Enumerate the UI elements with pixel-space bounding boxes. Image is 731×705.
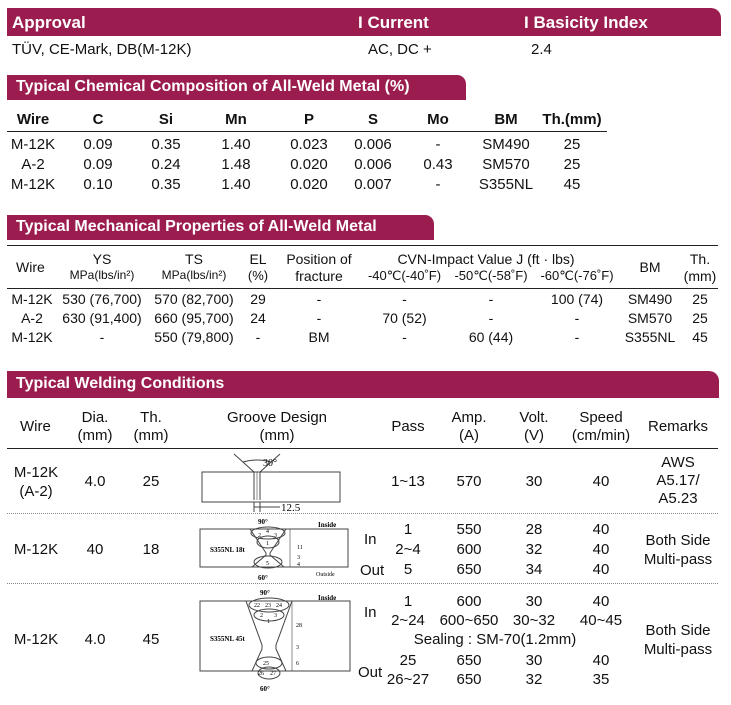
d45-6: 6 — [296, 661, 299, 667]
mech-cell: SM490 — [627, 291, 673, 307]
weld-r2-volts-cell: 32 — [525, 541, 543, 558]
chem-header-cell: Wire — [16, 111, 50, 128]
chem-cell: M-12K — [10, 136, 56, 153]
weld-r2-speeds-cell: 40 — [592, 561, 610, 578]
weld-r2-amps-cell: 550 — [456, 521, 482, 538]
weld-r2-passes-cell: 5 — [403, 561, 413, 578]
current-label: I Current — [358, 13, 429, 32]
d18-3: 3 — [297, 555, 300, 561]
chem-cell: 1.40 — [221, 136, 251, 153]
d45-t2: 2 — [260, 613, 263, 619]
chem-cell: SM570 — [482, 156, 530, 173]
d45-t22: 22 — [254, 603, 260, 609]
mech-cell: - — [488, 291, 494, 307]
mech-cell: 530 (76,700) — [62, 291, 142, 307]
chem-cell: 0.007 — [354, 176, 392, 193]
weld-r3-wire: M-12K — [13, 631, 59, 648]
weld-r1-rem2: A5.17/ — [656, 472, 700, 489]
d18-11: 11 — [297, 545, 303, 551]
weld-r3-amp4: 650 — [456, 671, 482, 688]
chem-cell: - — [435, 136, 441, 153]
mech-cell: 25 — [692, 310, 708, 326]
mech-h-th1: Th. — [689, 251, 711, 267]
weld-h-wire: Wire — [20, 418, 51, 435]
groove-diagram-45t — [196, 585, 356, 695]
weld-h-th2: (mm) — [133, 427, 169, 444]
weld-r1-volt: 30 — [525, 473, 543, 490]
chem-cell: - — [435, 176, 441, 193]
chem-header-cell: Th.(mm) — [542, 111, 602, 128]
chem-cell: SM490 — [482, 136, 530, 153]
mech-cell: M-12K — [11, 291, 53, 307]
d45-inside: Inside — [318, 594, 337, 602]
mech-cell: - — [488, 310, 494, 326]
weld-h-th1: Th. — [140, 409, 162, 426]
mech-cell: - — [574, 329, 580, 345]
weld-title: Typical Welding Conditions — [16, 375, 225, 392]
weld-r3-volt2: 30~32 — [512, 612, 556, 629]
weld-h-speed1: Speed — [579, 409, 623, 426]
chem-cell: 0.35 — [151, 136, 181, 153]
chem-cell: 45 — [563, 176, 581, 193]
weld-h-volt2: (V) — [524, 427, 544, 444]
weld-h-volt1: Volt. — [519, 409, 549, 426]
d45-t23: 23 — [265, 603, 271, 609]
d18-b1: 1 — [266, 541, 269, 547]
weld-h-amp1: Amp. — [451, 409, 487, 426]
weld-h-dia1: Dia. — [81, 409, 109, 426]
chem-cell: 1.40 — [221, 176, 251, 193]
mech-cell: SM570 — [627, 310, 673, 326]
d45-label: S355NL 45t — [210, 635, 245, 643]
chem-title: Typical Chemical Composition of All-Weld Metal (%) — [16, 78, 410, 95]
mech-cell: - — [99, 329, 105, 345]
weld-h-dia2: (mm) — [77, 427, 113, 444]
d45-b26: 26 — [258, 671, 264, 677]
groove-dim-label: 12.5 — [281, 502, 301, 514]
weld-r3-amp2: 600~650 — [439, 612, 499, 629]
weld-r2-passes-cell: 2~4 — [395, 541, 421, 558]
weld-h-remarks: Remarks — [647, 418, 708, 435]
d45-bot: 60° — [260, 685, 270, 693]
mech-h-th2: (mm) — [683, 268, 717, 284]
weld-r3-speed3: 40 — [592, 652, 610, 669]
mech-cell: 25 — [692, 291, 708, 307]
weld-r2-in-label: In — [364, 531, 377, 548]
weld-r2-amps-cell: 600 — [456, 541, 482, 558]
weld-r3-pass3: 25 — [399, 652, 417, 669]
chem-cell: 0.020 — [290, 156, 328, 173]
weld-r3-dia: 4.0 — [84, 631, 106, 648]
chem-header-rule — [7, 131, 607, 132]
approval-value: TÜV, CE-Mark, DB(M-12K) — [12, 41, 192, 58]
d45-3: 3 — [296, 645, 299, 651]
weld-r2-volts-cell: 28 — [525, 521, 543, 538]
weld-r1-th: 25 — [142, 473, 160, 490]
weld-r1-pass: 1~13 — [391, 473, 425, 490]
chem-cell: 1.48 — [221, 156, 251, 173]
d45-t24: 24 — [276, 603, 282, 609]
mech-h-bm: BM — [639, 259, 661, 275]
mech-h-pos2: fracture — [295, 268, 343, 284]
weld-r2-wire: M-12K — [13, 541, 59, 558]
d18-b5: 5 — [266, 561, 269, 567]
weld-r1-dia: 4.0 — [84, 473, 106, 490]
weld-header-rule — [7, 448, 718, 449]
weld-row-divider — [7, 513, 718, 514]
d18-inside: Inside — [318, 521, 337, 529]
chem-header-cell: C — [92, 111, 104, 128]
d18-b2: 2 — [258, 533, 261, 539]
mech-cell: 60 (44) — [468, 329, 514, 345]
mech-cell: 660 (95,700) — [154, 310, 234, 326]
weld-h-amp2: (A) — [459, 427, 479, 444]
weld-r3-speed1: 40 — [592, 593, 610, 610]
groove-diagram-18t — [196, 515, 354, 583]
mech-cell: - — [402, 291, 407, 307]
chem-cell: 0.35 — [151, 176, 181, 193]
basicity-value: 2.4 — [531, 41, 552, 58]
mech-h-pos1: Position of — [286, 251, 352, 267]
weld-r1-rem1: AWS — [661, 454, 695, 471]
weld-h-speed2: (cm/min) — [571, 427, 631, 444]
weld-r2-speeds-cell: 40 — [592, 541, 610, 558]
mech-header-rule — [7, 288, 718, 289]
mech-cell: - — [316, 310, 322, 326]
mech-h-cvn2: -50℃(-58˚F) — [454, 268, 528, 283]
weld-r3-pass2: 2~24 — [391, 612, 425, 629]
weld-r2-rem2: Multi-pass — [643, 551, 713, 568]
mech-h-wire: Wire — [16, 259, 45, 275]
chem-header-cell: Mo — [427, 111, 449, 128]
mech-cell: - — [255, 329, 261, 345]
mech-cell: 570 (82,700) — [154, 291, 234, 307]
mech-h-ys-unit: MPa(lbs/in²) — [69, 268, 135, 282]
chem-cell: 25 — [563, 136, 581, 153]
weld-r2-th: 18 — [142, 541, 160, 558]
weld-r2-volts-cell: 34 — [525, 561, 543, 578]
weld-r3-amp1: 600 — [456, 593, 482, 610]
chem-cell: 0.24 — [151, 156, 181, 173]
mech-cell: 29 — [250, 291, 266, 307]
mech-h-ts: TS — [185, 251, 203, 267]
chem-cell: M-12K — [10, 176, 56, 193]
mech-top-rule — [7, 245, 718, 246]
weld-h-groove2: (mm) — [259, 427, 295, 444]
mech-cell: 24 — [250, 310, 266, 326]
mech-h-cvn1: -40℃(-40˚F) — [367, 268, 442, 283]
mech-h-ys: YS — [92, 251, 112, 267]
d18-b3: 3 — [274, 533, 277, 539]
weld-r3-amp3: 650 — [456, 652, 482, 669]
weld-r3-volt3: 30 — [525, 652, 543, 669]
weld-r1-amp: 570 — [456, 473, 482, 490]
weld-r1-wire1: M-12K — [13, 464, 59, 481]
d45-top: 90° — [260, 589, 270, 597]
weld-r3-volt1: 30 — [525, 593, 543, 610]
mech-cell: A-2 — [21, 310, 43, 326]
chem-cell: S355NL — [478, 176, 534, 193]
weld-r3-out-label: Out — [358, 664, 383, 681]
chem-cell: 0.10 — [83, 176, 113, 193]
weld-r2-speeds-cell: 40 — [592, 521, 610, 538]
chem-cell: 0.006 — [354, 136, 392, 153]
chem-header-cell: Si — [158, 111, 174, 128]
weld-r2-amps-cell: 650 — [456, 561, 482, 578]
weld-r3-sealing: Sealing : SM-70(1.2mm) — [413, 631, 577, 648]
mech-h-el: EL — [249, 251, 267, 267]
mech-cell: S355NL — [624, 329, 676, 345]
mech-cell: - — [574, 310, 580, 326]
d45-b25: 25 — [263, 661, 269, 667]
chem-header-cell: BM — [494, 111, 518, 128]
basicity-label: I Basicity Index — [524, 13, 648, 32]
d18-top: 90° — [258, 518, 268, 526]
d18-bot: 60° — [258, 574, 268, 582]
current-value: AC, DC + — [368, 41, 432, 58]
chem-cell: 0.43 — [423, 156, 453, 173]
mech-cell: 100 (74) — [550, 291, 604, 307]
chem-header-cell: P — [303, 111, 314, 128]
chem-cell: 25 — [563, 156, 581, 173]
mech-h-ts-unit: MPa(lbs/in²) — [161, 268, 227, 282]
weld-h-pass: Pass — [391, 418, 425, 435]
weld-r3-rem1: Both Side — [645, 622, 711, 639]
d18-label: S355NL 18t — [210, 546, 245, 554]
weld-h-groove1: Groove Design — [226, 409, 328, 426]
chem-header-cell: S — [367, 111, 378, 128]
chem-cell: 0.020 — [290, 176, 328, 193]
groove-diagram-25t — [196, 450, 348, 514]
d18-4: 4 — [297, 562, 300, 568]
mech-cell: 550 (79,800) — [154, 329, 234, 345]
weld-r2-out-label: Out — [360, 562, 385, 579]
mech-cell: - — [402, 329, 407, 345]
weld-r3-rem2: Multi-pass — [643, 641, 713, 658]
chem-cell: 0.09 — [83, 136, 113, 153]
mech-h-cvn3: -60℃(-76˚F) — [540, 268, 614, 283]
mech-cell: 45 — [692, 329, 708, 345]
weld-r3-pass4: 26~27 — [386, 671, 430, 688]
d45-t1: 1 — [267, 619, 270, 625]
mech-cell: 630 (91,400) — [62, 310, 142, 326]
mech-h-el-unit: (%) — [247, 268, 269, 283]
d45-28: 28 — [296, 623, 302, 629]
d45-t3: 3 — [274, 613, 277, 619]
chem-cell: 0.023 — [290, 136, 328, 153]
groove-angle-label: 30° — [263, 458, 277, 469]
mech-cell: 70 (52) — [382, 310, 427, 326]
chem-cell: A-2 — [21, 156, 45, 173]
weld-r2-passes-cell: 1 — [403, 521, 413, 538]
weld-r1-rem3: A5.23 — [658, 490, 698, 507]
weld-r2-dia: 40 — [86, 541, 104, 558]
mech-cell: - — [316, 291, 322, 307]
weld-r3-in-label: In — [364, 604, 377, 621]
d45-b27: 27 — [270, 671, 276, 677]
mech-cell: BM — [308, 329, 330, 345]
weld-row-divider — [7, 583, 718, 584]
chem-header-cell: Mn — [225, 111, 247, 128]
d18-outside: Outside — [316, 572, 335, 578]
weld-r3-speed2: 40~45 — [579, 612, 623, 629]
d18-b4: 4 — [266, 529, 269, 535]
weld-r2-rem1: Both Side — [645, 532, 711, 549]
mech-cell: M-12K — [11, 329, 53, 345]
mech-h-cvn: CVN-Impact Value J (ft · lbs) — [397, 251, 575, 267]
approval-label: Approval — [12, 13, 86, 32]
mech-title: Typical Mechanical Properties of All-Weld Metal — [16, 218, 377, 235]
chem-cell: 0.09 — [83, 156, 113, 173]
weld-r1-speed: 40 — [592, 473, 610, 490]
weld-r3-th: 45 — [142, 631, 160, 648]
chem-cell: 0.006 — [354, 156, 392, 173]
weld-r1-wire2: (A-2) — [19, 483, 53, 500]
weld-r3-volt4: 32 — [525, 671, 543, 688]
weld-r3-speed4: 35 — [592, 671, 610, 688]
weld-r3-pass1: 1 — [403, 593, 413, 610]
